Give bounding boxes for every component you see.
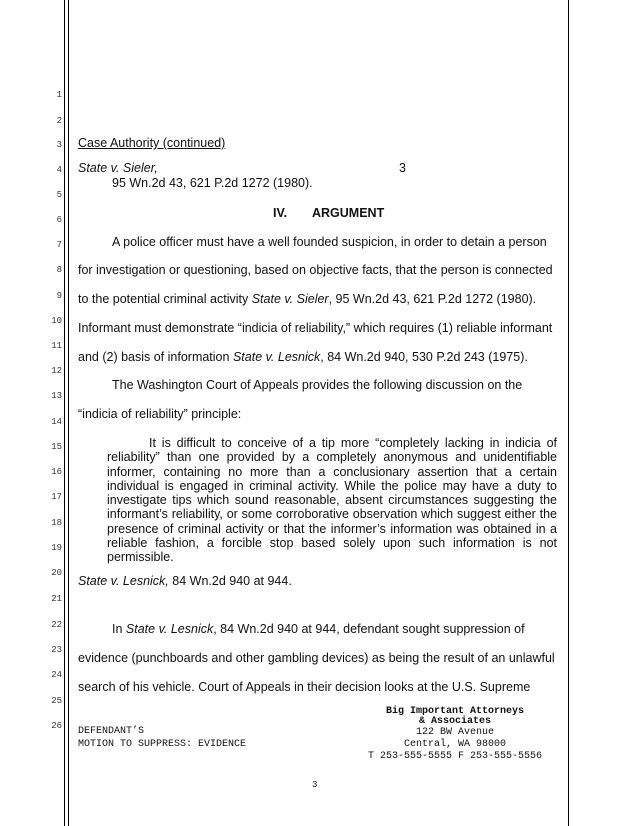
firm-name-continued: & Associates — [418, 716, 491, 727]
paragraph-line: “indicia of reliability” principle: — [78, 407, 242, 421]
paragraph-line: to the potential criminal activity State v. Sieler, 95 Wn.2d 43, 621 P.2d 1272 (1980). — [78, 292, 537, 306]
section-number: IV. — [273, 206, 288, 220]
footer-document-subtitle: MOTION TO SUPPRESS: EVIDENCE — [78, 739, 247, 750]
page-number: 3 — [312, 780, 318, 790]
paragraph-line: Informant must demonstrate “indicia of reliability,” which requires (1) reliable informant — [78, 321, 553, 335]
footer-document-title: DEFENDANT’S — [78, 726, 145, 737]
authority-case-name: State v. Sieler, — [78, 161, 158, 175]
line-number: 7 — [56, 240, 62, 250]
firm-phone-fax: T 253-555-5555 F 253-555-5556 — [367, 751, 543, 762]
line-number: 5 — [56, 190, 62, 200]
margin-rule-left-inner — [68, 0, 69, 826]
line-number: 23 — [51, 645, 62, 655]
line-number: 18 — [51, 518, 62, 528]
line-number: 17 — [51, 492, 62, 502]
paragraph-line: and (2) basis of information State v. Lesnick, 84 Wn.2d 940, 530 P.2d 243 (1975). — [78, 350, 528, 364]
line-number: 11 — [51, 341, 62, 351]
section-title: ARGUMENT — [312, 206, 385, 220]
line-number: 25 — [51, 696, 62, 706]
line-number: 12 — [51, 366, 62, 376]
block-quote: It is difficult to conceive of a tip more “completely lacking in indicia of reliability” than one provided by a completely anonymous and unidentifiable informer, containing no more than a conclusionary assertion that a certain individual is engaged in criminal activity. While the police may have a duty to investigate tips which sound reasonable, absent circumstances suggesting the informant’s reliability, or some corroborative observation which suggest either the presence of criminal activity or that the informer’s information was obtained in a reliable fashion, a forcible stop based solely upon such information is not permissible. — [107, 436, 557, 565]
margin-rule-left-outer — [64, 0, 65, 826]
case-name: State v. Lesnick — [125, 622, 214, 636]
paragraph-line: The Washington Court of Appeals provides the following discussion on the — [112, 378, 523, 392]
authority-page-ref: 3 — [399, 161, 406, 175]
line-number: 8 — [56, 265, 62, 275]
line-number: 14 — [51, 417, 62, 427]
line-number: 10 — [51, 316, 62, 326]
line-number: 13 — [51, 391, 62, 401]
margin-rule-right — [568, 0, 569, 826]
line-number: 15 — [51, 442, 62, 452]
line-number: 21 — [51, 594, 62, 604]
paragraph-line: In State v. Lesnick, 84 Wn.2d 940 at 944, defendant sought suppression of — [112, 622, 525, 636]
line-number: 16 — [51, 467, 62, 477]
line-number: 26 — [51, 721, 62, 731]
line-number: 24 — [51, 670, 62, 680]
firm-address-street: 122 BW Avenue — [415, 727, 494, 738]
heading-case-authority-continued: Case Authority (continued) — [78, 136, 226, 150]
line-number: 6 — [56, 215, 62, 225]
paragraph-line: A police officer must have a well founded suspicion, in order to detain a person — [112, 235, 547, 249]
line-number: 20 — [51, 568, 62, 578]
case-name: State v. Sieler — [251, 292, 329, 306]
line-number: 3 — [56, 140, 62, 150]
authority-citation: 95 Wn.2d 43, 621 P.2d 1272 (1980). — [112, 176, 313, 190]
firm-address-city: Central, WA 98000 — [403, 739, 507, 750]
paragraph-line: evidence (punchboards and other gambling devices) as being the result of an unlawful — [78, 651, 555, 665]
case-name: State v. Lesnick — [232, 350, 321, 364]
line-number: 9 — [56, 291, 62, 301]
line-number: 2 — [56, 116, 62, 126]
firm-name: Big Important Attorneys — [385, 706, 525, 717]
line-number: 22 — [51, 620, 62, 630]
line-number: 19 — [51, 543, 62, 553]
paragraph-line: for investigation or questioning, based on objective facts, that the person is connected — [78, 263, 553, 277]
line-number: 1 — [56, 90, 62, 100]
paragraph-line: search of his vehicle. Court of Appeals in their decision looks at the U.S. Supreme — [78, 680, 531, 694]
case-name: State v. Lesnick, — [78, 574, 169, 588]
quote-citation: State v. Lesnick, 84 Wn.2d 940 at 944. — [78, 574, 292, 588]
line-number: 4 — [56, 165, 62, 175]
